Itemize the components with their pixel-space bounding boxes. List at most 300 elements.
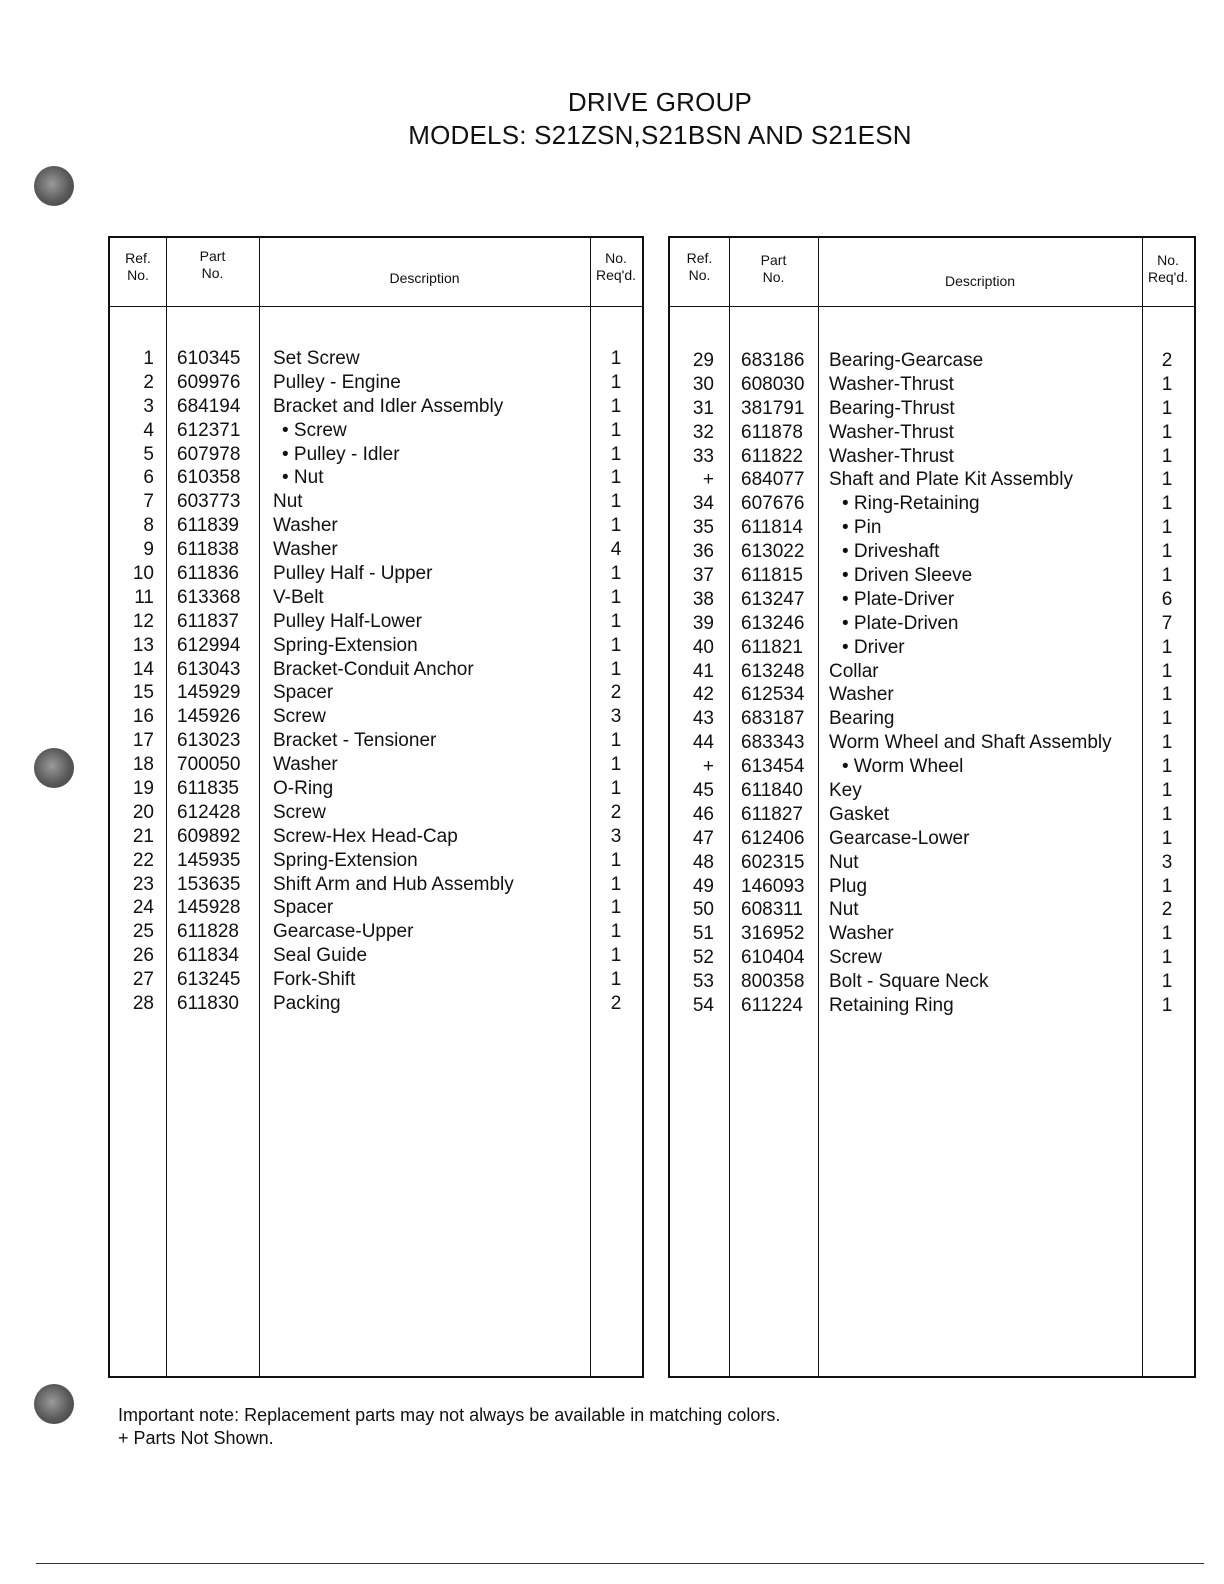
cell-ref-no: 40	[692, 636, 714, 658]
table-row	[670, 731, 1194, 755]
cell-part-no: 610404	[741, 947, 805, 969]
table-row	[110, 562, 642, 586]
table-row	[110, 873, 642, 897]
binder-hole-icon	[34, 166, 74, 206]
cell-ref-no: 25	[132, 921, 154, 943]
cell-part-no: 145928	[177, 897, 241, 919]
cell-description: Washer	[829, 923, 894, 945]
table-row	[670, 612, 1194, 636]
cell-part-no: 683186	[741, 350, 805, 371]
cell-no-reqd: 1	[610, 371, 622, 393]
cell-no-reqd: 1	[1161, 517, 1173, 539]
cell-description: Spacer	[273, 682, 334, 704]
cell-part-no: 683187	[741, 708, 805, 730]
cell-part-no: 700050	[177, 754, 241, 776]
cell-part-no: 613454	[741, 756, 805, 778]
title-line-1: DRIVE GROUP	[567, 87, 753, 117]
cell-no-reqd: 1	[1161, 971, 1173, 993]
table-row	[110, 729, 642, 753]
cell-description: Nut	[829, 851, 859, 873]
parts-rows-left	[110, 347, 642, 1016]
cell-description: Bearing	[829, 708, 895, 730]
cell-no-reqd: 1	[1161, 995, 1173, 1017]
cell-ref-no: 51	[692, 923, 714, 945]
cell-description: Washer-Thrust	[829, 421, 954, 443]
cell-ref-no: 7	[143, 491, 154, 513]
cell-ref-no: 11	[134, 586, 154, 608]
cell-ref-no: 39	[692, 612, 714, 634]
table-row	[670, 421, 1194, 445]
table-row	[670, 779, 1194, 803]
cell-no-reqd: 1	[610, 849, 622, 871]
parts-table-left	[108, 236, 644, 1378]
cell-description: Bolt - Square Neck	[829, 971, 989, 993]
cell-description: Seal Guide	[273, 945, 368, 967]
parts-table-right	[668, 236, 1196, 1378]
header-ref-no: Ref. No.	[686, 250, 713, 283]
cell-ref-no: 17	[132, 730, 154, 752]
cell-description: Worm Wheel and Shaft Assembly	[829, 732, 1112, 754]
cell-ref-no: 31	[692, 397, 714, 419]
cell-description: Bracket - Tensioner	[273, 730, 437, 752]
cell-part-no: 145935	[177, 849, 241, 871]
cell-no-reqd: 1	[610, 419, 622, 441]
cell-part-no: 611814	[741, 517, 803, 539]
table-row	[670, 468, 1194, 492]
cell-ref-no: 13	[132, 634, 154, 656]
cell-part-no: 800358	[741, 971, 805, 993]
table-row	[110, 896, 642, 920]
cell-description: • Screw	[282, 419, 347, 441]
table-row	[670, 540, 1194, 564]
cell-description: Bracket and Idler Assembly	[273, 395, 504, 417]
cell-part-no: 607676	[741, 493, 805, 515]
cell-description: Nut	[273, 491, 303, 513]
cell-part-no: 612371	[177, 419, 241, 441]
cell-ref-no: 24	[132, 897, 154, 919]
cell-description: Pulley Half - Upper	[273, 563, 433, 585]
cell-part-no: 611827	[741, 803, 803, 825]
cell-description: • Driveshaft	[842, 541, 940, 563]
cell-ref-no: 3	[143, 395, 154, 417]
table-row	[110, 538, 642, 562]
table-row	[670, 970, 1194, 994]
cell-part-no: 612406	[741, 827, 805, 849]
cell-description: Fork-Shift	[273, 969, 356, 991]
cell-no-reqd: 1	[1161, 732, 1173, 754]
cell-no-reqd: 1	[1161, 708, 1173, 730]
cell-ref-no: 26	[132, 945, 154, 967]
header-description: Description	[944, 273, 1016, 289]
cell-ref-no: 41	[692, 660, 714, 682]
cell-ref-no: 21	[132, 825, 154, 847]
page-title	[0, 86, 1224, 152]
cell-no-reqd: 1	[610, 754, 622, 776]
parts-rows-right	[670, 349, 1194, 1018]
cell-description: Nut	[829, 899, 859, 921]
cell-no-reqd: 1	[610, 658, 622, 680]
cell-no-reqd: 2	[610, 801, 622, 823]
cell-part-no: 611840	[741, 780, 803, 802]
cell-description: Washer-Thrust	[829, 373, 954, 395]
cell-ref-no: 1	[143, 348, 154, 369]
cell-part-no: 683343	[741, 732, 805, 754]
table-row	[110, 443, 642, 467]
cell-description: Shaft and Plate Kit Assembly	[829, 469, 1073, 491]
page-bottom-rule	[36, 1563, 1204, 1564]
cell-part-no: 610358	[177, 467, 241, 489]
table-row	[110, 514, 642, 538]
cell-no-reqd: 1	[1161, 469, 1173, 491]
cell-part-no: 684194	[177, 395, 241, 417]
cell-description: Washer-Thrust	[829, 445, 954, 467]
cell-part-no: 608311	[741, 899, 803, 921]
cell-description: • Pin	[842, 517, 882, 539]
cell-no-reqd: 1	[610, 730, 622, 752]
cell-ref-no: 45	[692, 780, 714, 802]
cell-description: • Plate-Driven	[842, 612, 959, 634]
cell-ref-no: 30	[692, 373, 714, 395]
table-row	[670, 994, 1194, 1018]
cell-ref-no: 47	[692, 827, 714, 849]
cell-part-no: 613368	[177, 586, 241, 608]
cell-ref-no: 4	[143, 419, 154, 441]
cell-part-no: 145926	[177, 706, 241, 728]
cell-no-reqd: 1	[1161, 565, 1173, 587]
cell-part-no: 611815	[741, 565, 803, 587]
table-row	[110, 347, 642, 371]
cell-part-no: 613247	[741, 588, 805, 610]
cell-part-no: 603773	[177, 491, 241, 513]
cell-part-no: 684077	[741, 469, 805, 491]
cell-description: Set Screw	[273, 348, 360, 369]
cell-ref-no: 37	[692, 565, 714, 587]
header-ref-no: Ref. No.	[125, 250, 151, 283]
cell-part-no: 146093	[741, 875, 805, 897]
cell-ref-no: 10	[132, 563, 154, 585]
cell-description: • Pulley - Idler	[282, 443, 400, 465]
cell-no-reqd: 2	[610, 993, 622, 1015]
table-row	[110, 610, 642, 634]
cell-ref-no: 42	[692, 684, 714, 706]
cell-ref-no: 9	[143, 539, 154, 561]
cell-description: • Plate-Driver	[842, 588, 955, 610]
cell-no-reqd: 1	[1161, 756, 1173, 778]
table-row	[110, 825, 642, 849]
cell-no-reqd: 1	[1161, 780, 1173, 802]
cell-no-reqd: 1	[1161, 803, 1173, 825]
table-row	[110, 658, 642, 682]
cell-description: Screw	[273, 706, 326, 728]
table-row	[110, 777, 642, 801]
cell-part-no: 611839	[177, 515, 239, 537]
table-row	[110, 466, 642, 490]
cell-description: Collar	[829, 660, 879, 682]
cell-description: Bearing-Thrust	[829, 397, 955, 419]
cell-description: Bearing-Gearcase	[829, 350, 984, 371]
cell-ref-no: 32	[692, 421, 714, 443]
table-row	[110, 490, 642, 514]
cell-no-reqd: 1	[1161, 421, 1173, 443]
cell-ref-no: 49	[692, 875, 714, 897]
cell-ref-no: 44	[692, 732, 714, 754]
header-part-no: Part No.	[199, 248, 226, 281]
header-part-no: Part No.	[760, 252, 787, 285]
table-row	[670, 397, 1194, 421]
table-row	[670, 636, 1194, 660]
binder-hole-icon	[34, 748, 74, 788]
table-row	[110, 944, 642, 968]
table-row	[110, 992, 642, 1016]
cell-part-no: 608030	[741, 373, 805, 395]
cell-ref-no: 38	[692, 588, 714, 610]
cell-ref-no: 28	[132, 993, 154, 1015]
table-row	[670, 492, 1194, 516]
cell-part-no: 611835	[177, 778, 239, 800]
cell-part-no: 612994	[177, 634, 241, 656]
cell-description: Gearcase-Lower	[829, 827, 970, 849]
cell-ref-no: 23	[132, 873, 154, 895]
cell-part-no: 611834	[177, 945, 239, 967]
table-row	[670, 851, 1194, 875]
table-row	[670, 660, 1194, 684]
cell-ref-no: 15	[132, 682, 154, 704]
cell-part-no: 611830	[177, 993, 239, 1015]
cell-ref-no: 18	[132, 754, 154, 776]
cell-description: Washer	[829, 684, 894, 706]
cell-no-reqd: 1	[1161, 636, 1173, 658]
cell-ref-no: 29	[692, 350, 714, 371]
cell-no-reqd: 1	[1161, 684, 1173, 706]
cell-ref-no: 52	[692, 947, 714, 969]
table-row	[110, 705, 642, 729]
cell-part-no: 607978	[177, 443, 241, 465]
cell-ref-no: 12	[132, 610, 154, 632]
cell-description: • Driver	[842, 636, 905, 658]
table-row	[670, 946, 1194, 970]
cell-no-reqd: 3	[1161, 851, 1173, 873]
cell-part-no: 611828	[177, 921, 239, 943]
cell-ref-no: 43	[692, 708, 714, 730]
cell-description: • Nut	[282, 467, 324, 489]
table-row	[670, 445, 1194, 469]
cell-description: Gearcase-Upper	[273, 921, 414, 943]
cell-no-reqd: 1	[610, 945, 622, 967]
cell-description: Pulley - Engine	[273, 371, 401, 393]
cell-ref-no: 20	[132, 801, 154, 823]
cell-ref-no: +	[702, 469, 714, 491]
parts-not-shown-note: + Parts Not Shown.	[118, 1428, 274, 1448]
cell-part-no: 611822	[741, 445, 803, 467]
cell-part-no: 610345	[177, 348, 241, 369]
cell-description: Plug	[829, 875, 868, 897]
cell-ref-no: 50	[692, 899, 714, 921]
cell-no-reqd: 7	[1161, 612, 1173, 634]
table-row	[110, 586, 642, 610]
cell-part-no: 602315	[741, 851, 805, 873]
table-row	[670, 803, 1194, 827]
cell-no-reqd: 1	[610, 563, 622, 585]
cell-ref-no: 8	[143, 515, 154, 537]
table-row	[110, 920, 642, 944]
table-row	[670, 755, 1194, 779]
cell-description: Washer	[273, 539, 338, 561]
table-row	[670, 707, 1194, 731]
header-no-reqd: No. Req'd.	[595, 250, 637, 283]
table-row	[110, 634, 642, 658]
table-row	[110, 968, 642, 992]
cell-part-no: 609976	[177, 371, 241, 393]
replacement-note: Important note: Replacement parts may not always be available in matching colors.	[118, 1405, 781, 1425]
cell-part-no: 611836	[177, 563, 239, 585]
cell-part-no: 611878	[741, 421, 803, 443]
cell-ref-no: 2	[143, 371, 154, 393]
cell-part-no: 613043	[177, 658, 241, 680]
cell-part-no: 613023	[177, 730, 241, 752]
cell-no-reqd: 1	[610, 491, 622, 513]
table-row	[110, 801, 642, 825]
cell-description: Spring-Extension	[273, 849, 418, 871]
cell-no-reqd: 1	[610, 348, 622, 369]
cell-description: Screw	[273, 801, 326, 823]
cell-description: Spring-Extension	[273, 634, 418, 656]
cell-no-reqd: 1	[1161, 373, 1173, 395]
cell-no-reqd: 1	[1161, 660, 1173, 682]
cell-no-reqd: 3	[610, 825, 622, 847]
cell-description: O-Ring	[273, 778, 334, 800]
table-row	[670, 349, 1194, 373]
cell-no-reqd: 2	[1161, 899, 1173, 921]
title-line-2: MODELS: S21ZSN,S21BSN AND S21ESN	[408, 120, 912, 150]
cell-ref-no: 48	[692, 851, 714, 873]
cell-ref-no: 36	[692, 541, 714, 563]
table-row	[670, 898, 1194, 922]
cell-description: Key	[829, 780, 862, 802]
cell-part-no: 612428	[177, 801, 241, 823]
cell-ref-no: 46	[692, 803, 714, 825]
cell-ref-no: 16	[132, 706, 154, 728]
cell-description: Packing	[273, 993, 341, 1015]
cell-description: • Ring-Retaining	[842, 493, 980, 515]
cell-no-reqd: 1	[1161, 493, 1173, 515]
cell-no-reqd: 1	[1161, 827, 1173, 849]
cell-part-no: 612534	[741, 684, 805, 706]
table-row	[110, 371, 642, 395]
cell-no-reqd: 1	[610, 443, 622, 465]
cell-part-no: 611838	[177, 539, 239, 561]
cell-part-no: 613248	[741, 660, 805, 682]
cell-part-no: 611837	[177, 610, 239, 632]
cell-description: Bracket-Conduit Anchor	[273, 658, 474, 680]
cell-no-reqd: 1	[1161, 397, 1173, 419]
cell-part-no: 613246	[741, 612, 805, 634]
cell-description: V-Belt	[273, 586, 324, 608]
table-row	[670, 875, 1194, 899]
cell-no-reqd: 1	[610, 778, 622, 800]
cell-no-reqd: 1	[610, 634, 622, 656]
table-row	[670, 827, 1194, 851]
cell-no-reqd: 2	[610, 682, 622, 704]
cell-no-reqd: 4	[610, 539, 622, 561]
cell-ref-no: 22	[132, 849, 154, 871]
cell-description: Pulley Half-Lower	[273, 610, 422, 632]
cell-ref-no: 14	[132, 658, 154, 680]
cell-description: Washer	[273, 515, 338, 537]
cell-description: • Worm Wheel	[842, 756, 964, 778]
cell-part-no: 316952	[741, 923, 805, 945]
table-row	[110, 395, 642, 419]
cell-no-reqd: 1	[610, 897, 622, 919]
cell-part-no: 381791	[741, 397, 805, 419]
header-description: Description	[389, 270, 460, 286]
cell-no-reqd: 1	[1161, 541, 1173, 563]
cell-ref-no: 34	[692, 493, 714, 515]
cell-no-reqd: 1	[610, 969, 622, 991]
cell-no-reqd: 1	[1161, 947, 1173, 969]
cell-ref-no: +	[702, 756, 714, 778]
cell-description: Screw-Hex Head-Cap	[273, 825, 458, 847]
table-row	[670, 564, 1194, 588]
cell-description: Shift Arm and Hub Assembly	[273, 873, 514, 895]
cell-description: Gasket	[829, 803, 890, 825]
table-row	[670, 516, 1194, 540]
cell-no-reqd: 3	[610, 706, 622, 728]
cell-ref-no: 53	[692, 971, 714, 993]
table-row	[110, 753, 642, 777]
cell-description: Spacer	[273, 897, 334, 919]
cell-description: Washer	[273, 754, 338, 776]
cell-ref-no: 19	[132, 778, 154, 800]
table-row	[670, 373, 1194, 397]
table-row	[670, 683, 1194, 707]
cell-ref-no: 35	[692, 517, 714, 539]
cell-no-reqd: 6	[1161, 588, 1173, 610]
cell-part-no: 609892	[177, 825, 241, 847]
cell-description: • Driven Sleeve	[842, 565, 973, 587]
cell-part-no: 145929	[177, 682, 241, 704]
cell-no-reqd: 1	[610, 586, 622, 608]
cell-no-reqd: 1	[610, 921, 622, 943]
cell-no-reqd: 1	[1161, 923, 1173, 945]
header-no-reqd: No. Req'd.	[1147, 252, 1189, 285]
cell-ref-no: 33	[692, 445, 714, 467]
cell-no-reqd: 1	[610, 610, 622, 632]
cell-ref-no: 27	[132, 969, 154, 991]
cell-description: Retaining Ring	[829, 995, 954, 1017]
footnotes	[118, 1404, 780, 1450]
cell-no-reqd: 1	[1161, 875, 1173, 897]
binder-hole-icon	[34, 1384, 74, 1424]
table-row	[110, 681, 642, 705]
cell-description: Screw	[829, 947, 882, 969]
cell-part-no: 153635	[177, 873, 241, 895]
cell-ref-no: 54	[692, 995, 714, 1017]
cell-part-no: 611224	[741, 995, 803, 1017]
table-row	[670, 588, 1194, 612]
cell-no-reqd: 2	[1161, 350, 1173, 371]
cell-ref-no: 5	[143, 443, 154, 465]
cell-part-no: 611821	[741, 636, 803, 658]
table-row	[670, 922, 1194, 946]
cell-no-reqd: 1	[1161, 445, 1173, 467]
cell-no-reqd: 1	[610, 873, 622, 895]
cell-no-reqd: 1	[610, 467, 622, 489]
cell-no-reqd: 1	[610, 515, 622, 537]
table-row	[110, 419, 642, 443]
cell-part-no: 613245	[177, 969, 241, 991]
table-row	[110, 849, 642, 873]
cell-part-no: 613022	[741, 541, 805, 563]
